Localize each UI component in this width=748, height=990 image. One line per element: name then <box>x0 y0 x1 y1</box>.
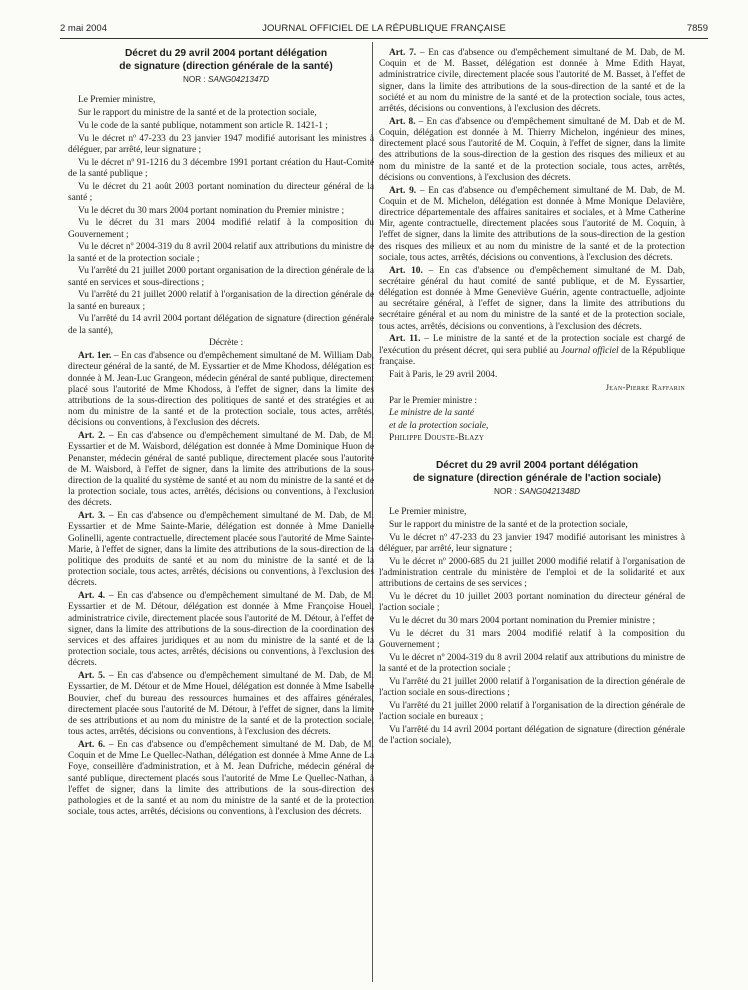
article-7 <box>379 48 685 115</box>
page-number: 7859 <box>686 23 708 34</box>
article-text: – En cas d'absence ou d'empêchement simultané de M. Dab, de M. Coquin et de M. Michelon, délégation est donnée à Mme Monique Delavière, directrice départementale des affaires sanitaires et sociales, et à Mme Catherine Mir, agente contractuelle, directement placées sous l'autorité de M. Coquin, à l'effet de signer, dans la limite des attributions de la sous-direction de la gestion des risques des milieux et au nom du ministre de la santé et de la protection sociale, tous actes, arrêtés, décisions ou conventions, à l'exclusion des décrets. <box>379 185 685 263</box>
article-text: – En cas d'absence ou d'empêchement simultané de M. Dab, de M. Eyssartier et de M. Détour, délégation est donnée à Mme Françoise Houel, administratrice civile, directement placée sous l'autorité de M. Détour, à l'effet de signer, dans la limite des attributions de la sous-direction de la coordination des services et des affaires juridiques et au nom du ministre de la santé et de la protection sociale, tous actes, arrêtés, décisions ou conventions, à l'exclusion des décrets. <box>68 591 374 669</box>
article-text: – En cas d'absence ou d'empêchement simultané de M. Dab, de M. Eyssartier, de M. Détour et de Mme Houel, délégation est donnée à Mme Isabelle Bouvier, chef du bureau des ressources humaines et des affaires générales, directement placée sous l'autorité de M. Détour, à l'effet de signer, dans la limite de ses attributions et au nom du ministre de la santé et de la protection sociale, tous actes, arrêtés, décisions ou conventions, à l'exclusion des décrets. <box>68 671 374 738</box>
article-8 <box>379 117 685 184</box>
visa-paragraph: Vu le décret du 31 mars 2004 modifié relatif à la composition du Gouvernement ; <box>68 218 374 240</box>
visa-paragraph: Vu le décret nº 2004-319 du 8 avril 2004 relatif aux attributions du ministre de la santé et de la protection sociale ; <box>379 652 685 674</box>
decree1-opening: Le Premier ministre, <box>78 95 156 106</box>
minister-name: Philippe Douste-Blazy <box>389 433 485 444</box>
nor-prefix: NOR : <box>182 75 209 85</box>
article-6 <box>68 740 374 818</box>
visa-paragraph: Vu le décret du 21 août 2003 portant nomination du directeur général de la santé ; <box>68 181 374 203</box>
decree1-articles <box>68 351 374 818</box>
visa-paragraph: Vu l'arrêté du 21 juillet 2000 portant organisation de la direction générale de la santé en services et sous-directions ; <box>68 266 374 288</box>
decree1-articles-continued <box>379 48 685 333</box>
decree2-title-line2: de signature (direction générale de l'action sociale) <box>412 473 662 485</box>
decree1-nor <box>68 74 374 85</box>
article-label: Art. 4. <box>78 591 106 602</box>
visa-paragraph: Vu le décret du 30 mars 2004 portant nomination du Premier ministre ; <box>78 205 345 216</box>
visa-paragraph: Sur le rapport du ministre de la santé et de la protection sociale, <box>78 107 317 118</box>
running-header <box>60 23 708 37</box>
article-3 <box>68 511 374 589</box>
article-label: Art. 5. <box>78 671 106 682</box>
visa-paragraph: Vu l'arrêté du 14 avril 2004 portant délégation de signature (direction générale de l'action sociale), <box>379 724 685 746</box>
place-date: Fait à Paris, le 29 avril 2004. <box>389 369 498 380</box>
decree2-visas <box>379 520 685 747</box>
journal-title: JOURNAL OFFICIEL DE LA RÉPUBLIQUE FRANÇAISE <box>262 23 506 34</box>
spacer <box>68 87 374 95</box>
visa-paragraph: Sur le rapport du ministre de la santé et de la protection sociale, <box>389 520 628 530</box>
nor-code: SANG0421347D <box>208 75 270 85</box>
spacer <box>379 499 685 507</box>
article-label: Art. 1er. <box>78 351 112 362</box>
article-label: Art. 8. <box>389 116 416 127</box>
nor-code: SANG0421348D <box>519 487 581 497</box>
article-11 <box>379 334 685 368</box>
visa-paragraph: Vu le décret du 30 mars 2004 portant nomination du Premier ministre ; <box>389 616 656 626</box>
article-4 <box>68 591 374 669</box>
visa-paragraph: Vu l'arrêté du 21 juillet 2000 relatif à l'organisation de la direction générale de l'action sociale en sous-directions ; <box>379 676 685 698</box>
header-rule <box>60 38 708 39</box>
issue-date: 2 mai 2004 <box>60 23 108 34</box>
visa-paragraph: Vu le décret nº 2000-685 du 21 juillet 2000 modifié relatif à l'organisation de l'administration centrale du ministère de l'emploi et de la solidarité et aux attributions de certains de ses services ; <box>379 556 685 590</box>
article-label: Art. 6. <box>78 740 106 751</box>
decree1-decrete: Décrète : <box>208 338 244 349</box>
article-text: – En cas d'absence ou d'empêchement simultané de M. Dab, de M. Coquin et de M. Basset, délégation est donnée à Mme Edith Hayat, administratrice civile, directement placée sous l'autorité de M. Basset, à l'effet de signer, dans la limite des attributions de la sous-direction de la santé et de la société et au nom du ministre de la santé et de la protection sociale, tous actes, arrêtés, décisions ou conventions, à l'exclusion des décrets. <box>379 48 685 115</box>
article-label: Art. 7. <box>389 48 417 58</box>
article-label: Art. 9. <box>389 185 417 196</box>
decree1-title-line1: Décret du 29 avril 2004 portant délégation <box>124 48 328 59</box>
article-text: – En cas d'absence ou d'empêchement simultané de M. Dab, secrétaire général du haut comité de santé publique, et de M. Eyssartier, délégation est donnée à Mme Geneviève Guérin, agente contractuelle, adjointe au secrétaire général, à l'effet de signer, dans la limite des attributions du secrétaire général et au nom du ministre de la santé et de la protection sociale, tous actes, arrêtés, décisions ou conventions, à l'exclusion des décrets. <box>379 265 685 332</box>
left-column <box>68 48 374 983</box>
article-text: – Le ministre de la santé et de la protection sociale est chargé de l'exécution du présent décret, qui sera publié au <box>379 334 685 356</box>
visa-paragraph: Vu le décret du 31 mars 2004 modifié relatif à la composition du Gouvernement ; <box>379 628 685 650</box>
right-column <box>379 48 685 983</box>
minister-title-1: Le ministre de la santé <box>389 408 475 419</box>
visa-paragraph: Vu le décret nº 91-1216 du 3 décembre 1991 portant création du Haut-Comité de la santé publique ; <box>68 157 374 179</box>
spacer <box>379 446 685 460</box>
article-2 <box>68 431 374 509</box>
article-text: – En cas d'absence ou d'empêchement simultané de M. Dab, de M. Eyssartier et de Mme Sainte-Marie, délégation est donnée à Mme Danielle Golinelli, agente contractuelle, directement placée sous l'autorité de Mme Sainte-Marie, à l'effet de signer, dans la limite des attributions de la sous-direction de la politique des produits de santé et au nom du ministre de la santé et de la protection sociale, tous actes, arrêtés, décisions ou conventions, à l'exclusion des décrets. <box>68 511 374 589</box>
article-label: Art. 10. <box>389 265 423 276</box>
nor-prefix: NOR : <box>493 487 520 497</box>
visa-paragraph: Vu l'arrêté du 14 avril 2004 portant délégation de signature (direction générale de la santé), <box>68 314 374 336</box>
visa-paragraph: Vu l'arrêté du 21 juillet 2000 relatif à l'organisation de la direction générale de la santé en bureaux ; <box>68 290 374 312</box>
article-10 <box>379 266 685 333</box>
decree1-title-line2: de signature (direction générale de la santé) <box>119 61 333 73</box>
article-text: de la République française. <box>379 345 685 367</box>
decree2-nor <box>379 486 685 497</box>
article-9 <box>379 186 685 264</box>
article-text: – En cas d'absence ou d'empêchement simultané de M. Dab, de M. Eyssartier et de M. Waisbord, délégation est donnée à Mme Dominique Huon de Penanster, médecin général de santé publique, directement placée sous l'autorité de M. Waisbord, à l'effet de signer, dans la limite des attributions de la sous-direction de la qualité du système de santé et au nom du ministre de la santé et de la protection sociale, tous actes, arrêtés, décisions ou conventions, à l'exclusion des décrets. <box>68 431 374 509</box>
visa-paragraph: Vu le code de la santé publique, notamment son article R. 1421-1 ; <box>78 120 328 131</box>
visa-paragraph: Vu le décret du 10 juillet 2003 portant nomination du directeur général de l'action sociale ; <box>379 592 685 614</box>
visa-paragraph: Vu le décret nº 47-233 du 23 janvier 1947 modifié autorisant les ministres à déléguer, par arrêté, leur signature ; <box>379 532 685 554</box>
pm-signature: Jean-Pierre Raffarin <box>605 383 685 393</box>
article-label: Art. 3. <box>78 511 106 522</box>
article-label: Art. 2. <box>78 431 106 442</box>
article-text: – En cas d'absence ou d'empêchement simultané de M. Dab et de M. Coquin, délégation est donnée à M. Thierry Michelon, ingénieur des mines, directement placé sous l'autorité de M. Coquin, à l'effet de signer, dans la limite des attributions de la sous-direction de la gestion des risques des milieux et au nom du ministre de la santé et de la protection sociale, tous actes, arrêtés, décisions ou conventions, à l'exclusion des décrets. <box>379 116 685 183</box>
article-text: – En cas d'absence ou d'empêchement simultané de M. Dab, de M. Coquin et de Mme Le Quellec-Nathan, délégation est donnée à Mme Anne de La Foye, conseillère d'administration, et à M. Jean Dufriche, médecin général de santé publique, directement placés sous l'autorité de Mme Le Quellec-Nathan, à l'effet de signer, dans la limite des attributions de la sous-direction des pathologies et de la santé et au nom du ministre de la santé et de la protection sociale, tous actes, arrêtés, décisions ou conventions, à l'exclusion des décrets. <box>68 740 374 818</box>
visa-paragraph: Vu l'arrêté du 21 juillet 2000 relatif à l'organisation de la direction générale de l'action sociale en bureaux ; <box>379 700 685 722</box>
article-5 <box>68 671 374 738</box>
article-1 <box>68 351 374 429</box>
article-label: Art. 11. <box>389 334 421 345</box>
article-text: – En cas d'absence ou d'empêchement simultané de M. William Dab, directeur général de la santé, de M. Eyssartier et de Mme Khodoss, délégation est donnée à M. Jean-Luc Grangeon, médecin général de santé publique, directement placé sous l'autorité de Mme Khodoss, à l'effet de signer, dans la limite des attributions de la sous-direction des politiques de santé et des stratégies et au nom du ministre de la santé et de la protection sociale, tous actes, arrêtés, décisions ou conventions, à l'exclusion des décrets. <box>68 351 374 429</box>
decree1-visas <box>68 108 374 337</box>
minister-title-2: et de la protection sociale, <box>389 420 489 431</box>
decree2-opening: Le Premier ministre, <box>389 507 467 518</box>
by-pm: Par le Premier ministre : <box>389 395 477 406</box>
visa-paragraph: Vu le décret nº 2004-319 du 8 avril 2004 relatif aux attributions du ministre de la santé et de la protection sociale ; <box>68 242 374 264</box>
visa-paragraph: Vu le décret nº 47-233 du 23 janvier 1947 modifié autorisant les ministres à déléguer, par arrêté, leur signature ; <box>68 133 374 155</box>
decree2-title-line1: Décret du 29 avril 2004 portant délégation <box>435 460 639 472</box>
journal-name: Journal officiel <box>560 345 619 356</box>
